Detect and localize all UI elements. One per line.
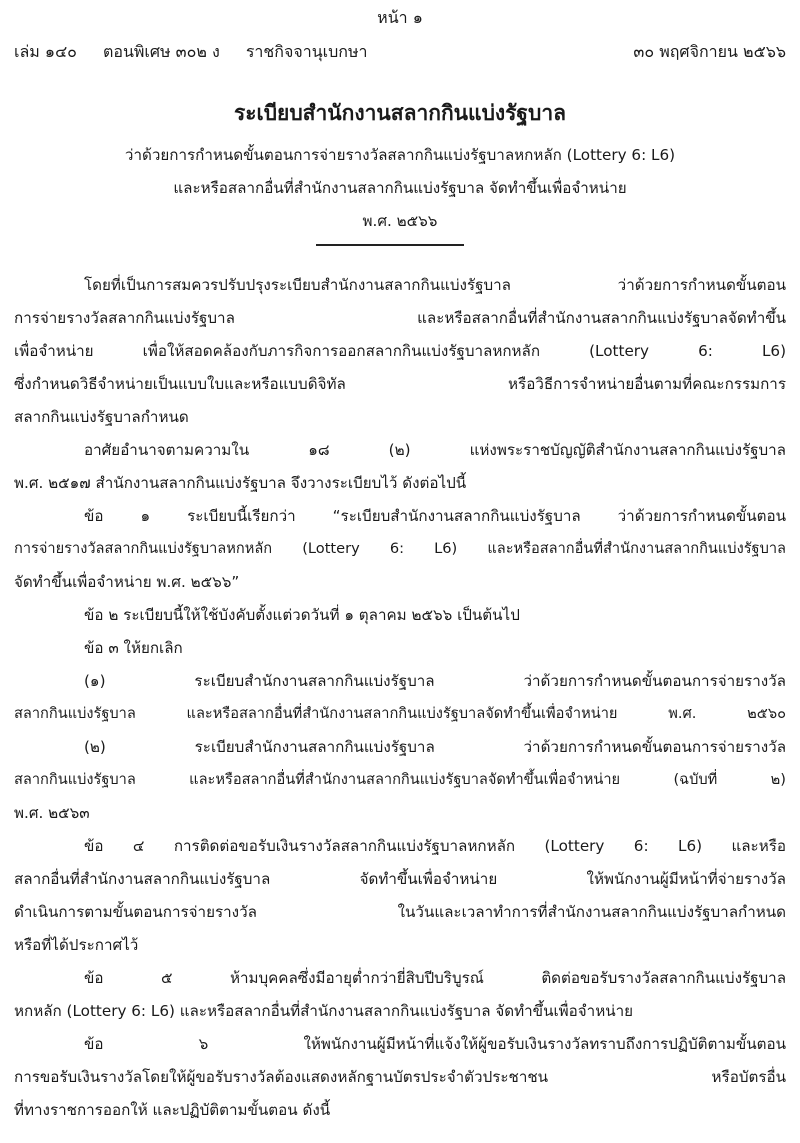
preamble-line: ซึ่งกำหนดวิธีจำหน่ายเป็นแบบใบและหรือแบบดิจิทัล หรือวิธีการจำหน่ายอื่นตามที่คณะกรรมการ bbox=[14, 375, 786, 393]
clause-6-line: ที่ทางราชการออกให้ และปฏิบัติตามขั้นตอน ดังนี้ bbox=[14, 1101, 331, 1119]
issue-number: ตอนพิเศษ ๓๐๒ ง bbox=[102, 42, 220, 61]
preamble-line: เพื่อจำหน่าย เพื่อให้สอดคล้องกับภารกิจการออกสลากกินแบ่งรัฐบาลหกหลัก (Lottery 6: L6) bbox=[14, 342, 786, 360]
publication-date: ๓๐ พฤศจิกายน ๒๕๖๖ bbox=[633, 42, 786, 61]
subtitle-line: และหรือสลากอื่นที่สำนักงานสลากกินแบ่งรัฐบาล จัดทำขึ้นเพื่อจำหน่าย bbox=[173, 179, 627, 197]
clause-3-item-2-line: (๒) ระเบียบสำนักงานสลากกินแบ่งรัฐบาล ว่าด้วยการกำหนดขั้นตอนการจ่ายรางวัล bbox=[84, 738, 786, 756]
page-number: หน้า ๑ bbox=[377, 8, 423, 27]
authority-line: พ.ศ. ๒๕๑๗ สำนักงานสลากกินแบ่งรัฐบาล จึงวางระเบียบไว้ ดังต่อไปนี้ bbox=[14, 474, 467, 492]
clause-5-line: หกหลัก (Lottery 6: L6) และหรือสลากอื่นที่สำนักงานสลากกินแบ่งรัฐบาล จัดทำขึ้นเพื่อจำหน่าย bbox=[14, 1002, 634, 1020]
gazette-header bbox=[14, 42, 786, 66]
preamble-line: โดยที่เป็นการสมควรปรับปรุงระเบียบสำนักงานสลากกินแบ่งรัฐบาล ว่าด้วยการกำหนดขั้นตอน bbox=[84, 276, 786, 294]
clause-4-line: หรือที่ได้ประกาศไว้ bbox=[14, 936, 139, 954]
clause-1-line: การจ่ายรางวัลสลากกินแบ่งรัฐบาลหกหลัก (Lottery 6: L6) และหรือสลากอื่นที่สำนักงานสลากกินแบ่งรัฐบาล bbox=[14, 540, 786, 557]
gazette-name: ราชกิจจานุเบกษา bbox=[245, 42, 368, 61]
preamble-line: การจ่ายรางวัลสลากกินแบ่งรัฐบาล และหรือสลากอื่นที่สำนักงานสลากกินแบ่งรัฐบาลจัดทำขึ้น bbox=[14, 309, 786, 327]
volume-number: เล่ม ๑๔๐ bbox=[14, 42, 77, 61]
title-divider bbox=[316, 244, 464, 246]
subtitle-year: พ.ศ. ๒๕๖๖ bbox=[362, 212, 438, 230]
clause-3-line: ข้อ ๓ ให้ยกเลิก bbox=[84, 639, 183, 657]
clause-4-line: ดำเนินการตามขั้นตอนการจ่ายรางวัล ในวันและเวลาทำการที่สำนักงานสลากกินแบ่งรัฐบาลกำหนด bbox=[14, 903, 786, 921]
gazette-header-left bbox=[14, 42, 367, 66]
document-title: ระเบียบสำนักงานสลากกินแบ่งรัฐบาล bbox=[233, 101, 567, 125]
clause-1-line: จัดทำขึ้นเพื่อจำหน่าย พ.ศ. ๒๕๖๖” bbox=[14, 573, 240, 591]
authority-line: อาศัยอำนาจตามความใน ๑๘ (๒) แห่งพระราชบัญญัติสำนักงานสลากกินแบ่งรัฐบาล bbox=[84, 441, 786, 459]
clause-4-line: สลากอื่นที่สำนักงานสลากกินแบ่งรัฐบาล จัดทำขึ้นเพื่อจำหน่าย ให้พนักงานผู้มีหน้าที่จ่ายรางวัล bbox=[14, 870, 786, 888]
clause-3-item-1-line: สลากกินแบ่งรัฐบาล และหรือสลากอื่นที่สำนักงานสลากกินแบ่งรัฐบาลจัดทำขึ้นเพื่อจำหน่าย พ.ศ. ๒๕๖๐ bbox=[14, 705, 786, 722]
clause-6-line: ข้อ ๖ ให้พนักงานผู้มีหน้าที่แจ้งให้ผู้ขอรับเงินรางวัลทราบถึงการปฏิบัติตามขั้นตอน bbox=[84, 1035, 786, 1053]
clause-5-line: ข้อ ๕ ห้ามบุคคลซึ่งมีอายุต่ำกว่ายี่สิบปีบริบูรณ์ ติดต่อขอรับรางวัลสลากกินแบ่งรัฐบาล bbox=[84, 969, 786, 987]
clause-2-line: ข้อ ๒ ระเบียบนี้ให้ใช้บังคับตั้งแต่วดวันที่ ๑ ตุลาคม ๒๕๖๖ เป็นต้นไป bbox=[84, 606, 520, 624]
subtitle-line: ว่าด้วยการกำหนดขั้นตอนการจ่ายรางวัลสลากกินแบ่งรัฐบาลหกหลัก (Lottery 6: L6) bbox=[124, 146, 676, 164]
clause-1-line: ข้อ ๑ ระเบียบนี้เรียกว่า “ระเบียบสำนักงานสลากกินแบ่งรัฐบาล ว่าด้วยการกำหนดขั้นตอน bbox=[84, 507, 786, 525]
clause-4-line: ข้อ ๔ การติดต่อขอรับเงินรางวัลสลากกินแบ่งรัฐบาลหกหลัก (Lottery 6: L6) และหรือ bbox=[84, 837, 786, 855]
clause-3-item-1-line: (๑) ระเบียบสำนักงานสลากกินแบ่งรัฐบาล ว่าด้วยการกำหนดขั้นตอนการจ่ายรางวัล bbox=[84, 672, 786, 690]
clause-6-line: การขอรับเงินรางวัลโดยให้ผู้ขอรับรางวัลต้องแสดงหลักฐานบัตรประจำตัวประชาชน หรือบัตรอื่น bbox=[14, 1068, 786, 1086]
clause-3-item-2-line: พ.ศ. ๒๕๖๓ bbox=[14, 804, 90, 822]
preamble-line: สลากกินแบ่งรัฐบาลกำหนด bbox=[14, 408, 189, 426]
clause-3-item-2-line: สลากกินแบ่งรัฐบาล และหรือสลากอื่นที่สำนักงานสลากกินแบ่งรัฐบาลจัดทำขึ้นเพื่อจำหน่าย (ฉบับที่ ๒) bbox=[14, 771, 786, 788]
